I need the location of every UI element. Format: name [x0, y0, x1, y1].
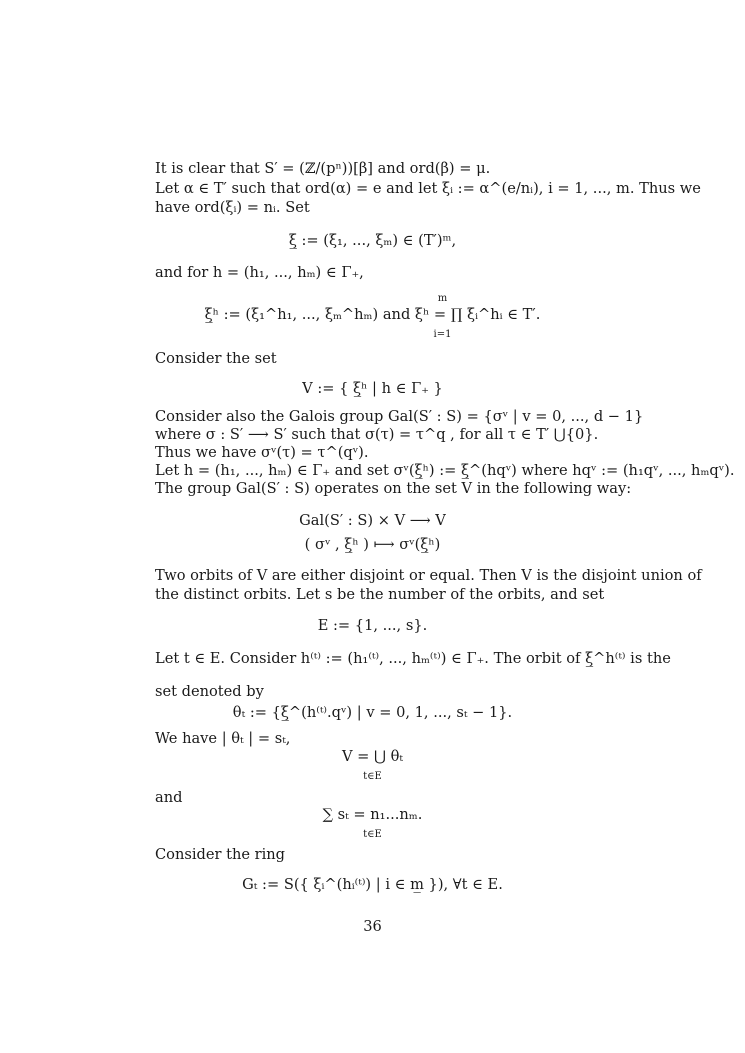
equation-G: Gₜ := S({ ξᵢ^(hᵢ⁽ᵗ⁾) | i ∈ m̲ }), ∀t ∈ E. — [242, 876, 503, 893]
page-number: 36 — [363, 918, 382, 935]
equation-xi: ξ̲ := (ξ₁, ..., ξₘ) ∈ (T′)ᵐ, — [288, 232, 457, 249]
text-line: and — [155, 789, 183, 806]
text-line: Consider the ring — [155, 846, 286, 863]
text-line: have ord(ξᵢ) = nᵢ. Set — [155, 199, 310, 216]
equation-action-2: ( σᵛ , ξ̲ʰ ) ⟼ σᵛ(ξ̲ʰ) — [304, 536, 441, 553]
equation-theta: θₜ := {ξ̲^(h⁽ᵗ⁾.qᵛ) | v = 0, 1, ..., sₜ − 1}. — [232, 704, 513, 721]
union-subscript: t∈E — [363, 771, 382, 782]
equation-union: V = ⋃ θₜ — [341, 748, 404, 765]
text-line: It is clear that S′ = (ℤ/(pⁿ))[β] and ord(β) = μ. — [155, 160, 491, 177]
text-line: Thus we have σᵛ(τ) = τ^(qᵛ). — [155, 444, 369, 461]
text-line: Consider also the Galois group Gal(S′ : S) = {σᵛ | v = 0, ..., d − 1} — [155, 408, 644, 425]
equation-V: V := { ξ̲ʰ | h ∈ Γ₊ } — [302, 380, 443, 397]
equation-xi-h: ξ̲ʰ := (ξ₁^h₁, ..., ξₘ^hₘ) and ξʰ = ∏ ξᵢ^hᵢ ∈ T′. — [204, 306, 541, 323]
text-line: Let h = (h₁, ..., hₘ) ∈ Γ₊ and set σᵛ(ξ̲ʰ) := ξ̲^(hqᵛ) where hqᵛ := (h₁qᵛ, ..., hₘqᵛ). — [155, 462, 735, 479]
text-line: The group Gal(S′ : S) operates on the set V in the following way: — [155, 480, 632, 497]
text-line: Let t ∈ E. Consider h⁽ᵗ⁾ := (h₁⁽ᵗ⁾, ..., hₘ⁽ᵗ⁾) ∈ Γ₊. The orbit of ξ̲^h⁽ᵗ⁾ is the — [155, 650, 671, 667]
text-line: Consider the set — [155, 350, 277, 367]
product-upper-limit: m — [437, 293, 448, 304]
sum-subscript: t∈E — [363, 829, 382, 840]
text-line: Let α ∈ T′ such that ord(α) = e and let ξᵢ := α^(e/nᵢ), i = 1, ..., m. Thus we — [155, 180, 701, 197]
text-line: the distinct orbits. Let s be the number of the orbits, and set — [155, 586, 605, 603]
text-line: set denoted by — [155, 683, 264, 700]
text-line: where σ : S′ ⟶ S′ such that σ(τ) = τ^q , for all τ ∈ T′ ⋃{0}. — [155, 426, 599, 443]
text-line: We have | θₜ | = sₜ, — [155, 730, 291, 747]
text-line: and for h = (h₁, ..., hₘ) ∈ Γ₊, — [155, 264, 364, 281]
equation-E: E := {1, ..., s}. — [317, 617, 428, 634]
text-line: Two orbits of V are either disjoint or equal. Then V is the disjoint union of — [155, 567, 702, 584]
equation-action-1: Gal(S′ : S) × V ⟶ V — [299, 512, 446, 529]
equation-sum: ∑ sₜ = n₁...nₘ. — [322, 806, 423, 823]
product-lower-limit: i=1 — [433, 329, 452, 340]
